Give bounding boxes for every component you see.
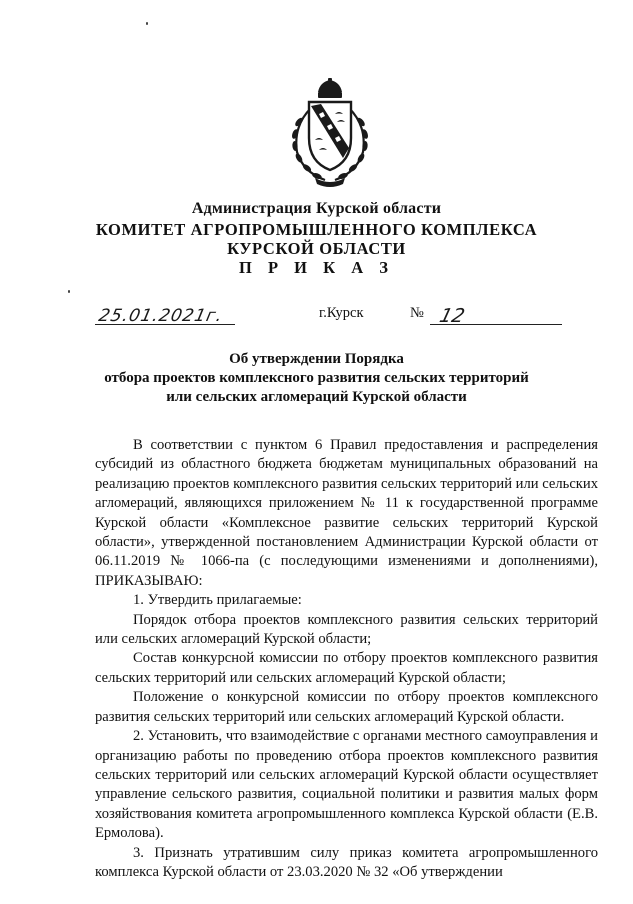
city-label: г.Курск	[319, 305, 364, 321]
item-2: 2. Установить, что взаимодействие с органами местного самоуправления и организацию работы по проведению отбора проектов комплексного развития сельских территорий или сельских агломераций Курской области осуществляет управление сельского развития, социальной политики и развития малых форм хозяйствования комитета агропромышленного комплекса Курской области (Е.В. Ермолова).	[95, 728, 598, 842]
committee-title: КОМИТЕТ АГРОПРОМЫШЛЕННОГО КОМПЛЕКСА	[95, 220, 538, 239]
number-sign: №	[410, 305, 424, 321]
administration-title: Администрация Курской области	[191, 200, 442, 217]
item-1a: Порядок отбора проектов комплексного развития сельских территорий или сельских агломераций Курской области;	[95, 611, 598, 648]
item-1c: Положение о конкурсной комиссии по отбору проектов комплексного развития сельских территорий или сельских агломераций Курской области.	[95, 689, 598, 725]
item-3: 3. Признать утратившим силу приказ комитета агропромышленного комплекса Курской области от 23.03.2020 № 32 «Об утверждении	[95, 844, 598, 880]
document-title-line-3: или сельских агломераций Курской области	[166, 389, 467, 405]
document-body	[95, 436, 598, 882]
region-title: КУРСКОЙ ОБЛАСТИ	[227, 239, 406, 258]
item-1: 1. Утвердить прилагаемые:	[133, 592, 302, 609]
handwritten-date: 25.01.2021г.	[96, 306, 225, 326]
order-heading: П Р И К А З	[239, 258, 394, 277]
coat-of-arms-emblem	[285, 78, 375, 188]
scan-speck	[146, 22, 148, 25]
number-field	[430, 302, 562, 325]
item-1b: Состав конкурсной комиссии по отбору проектов комплексного развития сельских территорий или сельских агломераций Курской области;	[95, 650, 598, 686]
handwritten-number: 12	[437, 305, 467, 327]
scan-speck	[68, 290, 70, 293]
date-field	[95, 302, 235, 325]
document-title-line-1: Об утверждении Порядка	[229, 351, 404, 367]
document-title-line-2: отбора проектов комплексного развития сельских территорий	[104, 370, 529, 386]
intro-paragraph: В соответствии с пунктом 6 Правил предоставления и распределения субсидий из областного бюджета бюджетам муниципальных образований на реализацию проектов комплексного развития сельских территорий или сельских агломераций, являющихся приложением № 11 к государственной программе Курской области «Комплексное развитие сельских территорий Курской области», утвержденной постановлением Администрации Курской области от 06.11.2019 № 1066-па (с последующими изменениями и дополнениями), ПРИКАЗЫВАЮ:	[95, 437, 598, 589]
